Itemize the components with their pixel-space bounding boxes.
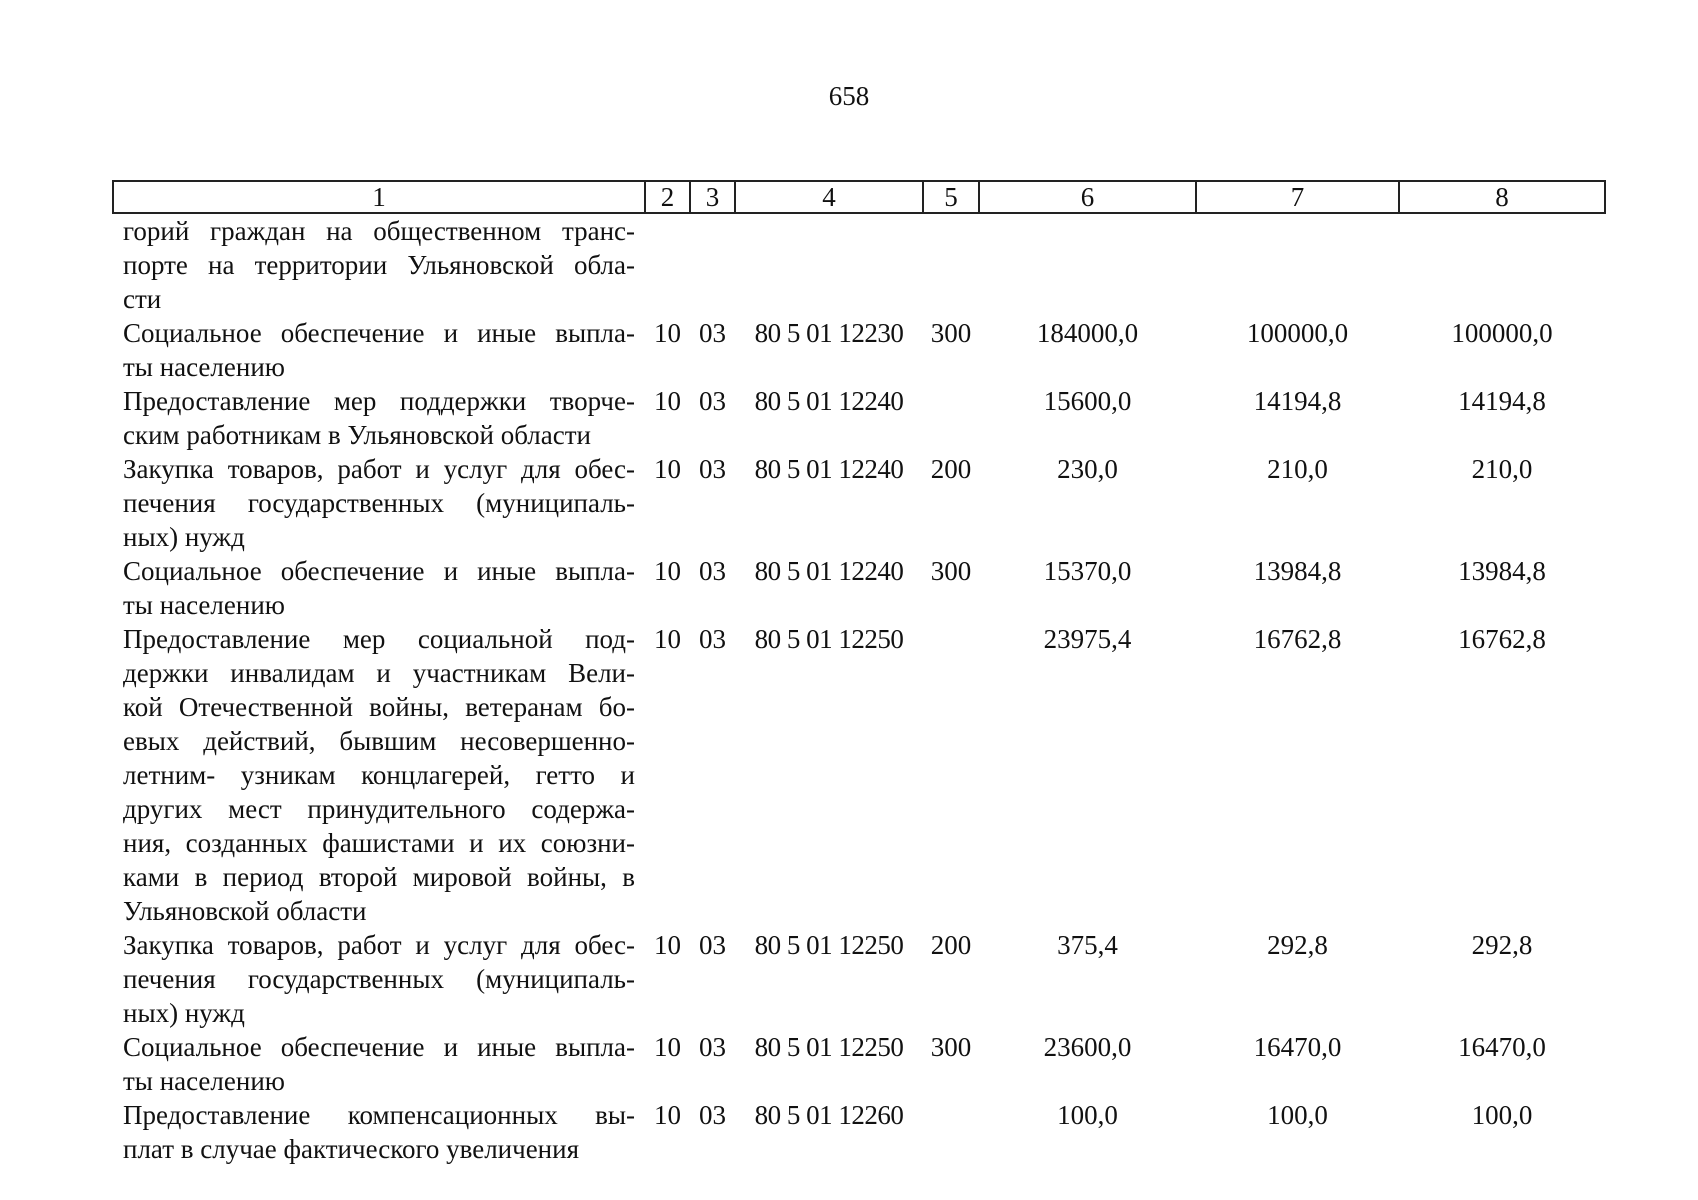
section-code: 10 bbox=[654, 454, 681, 484]
row-description bbox=[113, 554, 645, 622]
table-row bbox=[113, 213, 1605, 316]
amount-col-7: 16762,8 bbox=[1253, 624, 1342, 654]
row-description bbox=[113, 928, 645, 1030]
column-header: 4 bbox=[735, 181, 923, 213]
target-article-code: 80 5 01 12240 bbox=[754, 386, 904, 416]
amount-col-8: 100,0 bbox=[1471, 1100, 1533, 1130]
expense-type-code bbox=[923, 622, 979, 928]
table-body bbox=[113, 213, 1605, 1166]
target-article-code: 80 5 01 12230 bbox=[754, 318, 904, 348]
amount-col-8: 16762,8 bbox=[1458, 624, 1546, 654]
header-row bbox=[113, 181, 1605, 213]
amount-col-8: 292,8 bbox=[1471, 930, 1533, 960]
description-line: плат в случае фактического увеличения bbox=[123, 1134, 579, 1164]
target-article-code bbox=[735, 213, 923, 316]
expense-type-code: 200 bbox=[930, 454, 972, 484]
section-code: 10 bbox=[654, 318, 681, 348]
amount-col-8: 14194,8 bbox=[1458, 386, 1546, 416]
amount-col-8 bbox=[1399, 213, 1605, 316]
table-row bbox=[113, 928, 1605, 1030]
description-line: горий граждан на общественном транс- bbox=[123, 216, 635, 246]
amount-col-8: 13984,8 bbox=[1458, 556, 1546, 586]
description-line: Ульяновской области bbox=[123, 896, 367, 926]
target-article-code: 80 5 01 12250 bbox=[754, 1032, 904, 1062]
description-line: печения государственных (муниципаль- bbox=[123, 488, 635, 518]
section-code: 10 bbox=[654, 1032, 681, 1062]
subsection-code: 03 bbox=[699, 386, 726, 416]
amount-col-7: 16470,0 bbox=[1253, 1032, 1342, 1062]
section-code: 10 bbox=[654, 386, 681, 416]
amount-col-7: 13984,8 bbox=[1253, 556, 1342, 586]
description-line: ками в период второй мировой войны, в bbox=[123, 862, 635, 892]
amount-col-7: 210,0 bbox=[1267, 454, 1328, 484]
amount-col-8: 210,0 bbox=[1471, 454, 1533, 484]
section-code: 10 bbox=[654, 556, 681, 586]
amount-col-7: 292,8 bbox=[1267, 930, 1328, 960]
section-code: 10 bbox=[654, 624, 681, 654]
budget-table bbox=[112, 180, 1606, 1166]
target-article-code: 80 5 01 12260 bbox=[754, 1100, 904, 1130]
description-line: Закупка товаров, работ и услуг для обес- bbox=[123, 930, 635, 960]
description-line: кой Отечественной войны, ветеранам бо- bbox=[123, 692, 635, 722]
description-line: ты населению bbox=[123, 590, 285, 620]
description-line: Социальное обеспечение и иные выпла- bbox=[123, 1032, 635, 1062]
expense-type-code bbox=[923, 1098, 979, 1166]
amount-col-6: 23600,0 bbox=[1043, 1032, 1132, 1062]
subsection-code: 03 bbox=[699, 454, 726, 484]
expense-type-code: 300 bbox=[930, 1032, 972, 1062]
amount-col-6: 100,0 bbox=[1057, 1100, 1118, 1130]
description-line: ским работникам в Ульяновской области bbox=[123, 420, 591, 450]
description-line: Предоставление мер социальной под- bbox=[123, 624, 635, 654]
expense-type-code: 300 bbox=[930, 318, 972, 348]
row-description bbox=[113, 316, 645, 384]
description-line: ных) нужд bbox=[123, 998, 245, 1028]
target-article-code: 80 5 01 12250 bbox=[754, 624, 904, 654]
expense-type-code bbox=[923, 384, 979, 452]
description-line: Предоставление мер поддержки творче- bbox=[123, 386, 635, 416]
amount-col-6: 15370,0 bbox=[1043, 556, 1132, 586]
column-header: 3 bbox=[690, 181, 735, 213]
column-header: 6 bbox=[979, 181, 1196, 213]
column-header: 2 bbox=[645, 181, 690, 213]
description-line: печения государственных (муниципаль- bbox=[123, 964, 635, 994]
subsection-code: 03 bbox=[699, 318, 726, 348]
expense-type-code: 300 bbox=[930, 556, 972, 586]
description-line: порте на территории Ульяновской обла- bbox=[123, 250, 635, 280]
description-line: Предоставление компенсационных вы- bbox=[123, 1100, 635, 1130]
row-description bbox=[113, 1098, 645, 1166]
expense-type-code bbox=[923, 213, 979, 316]
description-line: ты населению bbox=[123, 1066, 285, 1096]
subsection-code: 03 bbox=[699, 556, 726, 586]
column-header: 1 bbox=[113, 181, 645, 213]
page-number: 658 bbox=[828, 81, 870, 111]
description-line: евых действий, бывшим несовершенно- bbox=[123, 726, 635, 756]
table-row bbox=[113, 452, 1605, 554]
amount-col-7: 100,0 bbox=[1267, 1100, 1328, 1130]
table-row bbox=[113, 622, 1605, 928]
section-code: 10 bbox=[654, 930, 681, 960]
subsection-code: 03 bbox=[699, 1032, 726, 1062]
subsection-code: 03 bbox=[699, 930, 726, 960]
description-line: ния, созданных фашистами и их союзни- bbox=[123, 828, 635, 858]
target-article-code: 80 5 01 12250 bbox=[754, 930, 904, 960]
description-line: Социальное обеспечение и иные выпла- bbox=[123, 556, 635, 586]
description-line: летним- узникам концлагерей, гетто и bbox=[123, 760, 635, 790]
row-description bbox=[113, 452, 645, 554]
section-code: 10 bbox=[654, 1100, 681, 1130]
amount-col-6: 230,0 bbox=[1057, 454, 1118, 484]
table-row bbox=[113, 1098, 1605, 1166]
table-row bbox=[113, 554, 1605, 622]
amount-col-7 bbox=[1196, 213, 1399, 316]
row-description bbox=[113, 1030, 645, 1098]
subsection-code bbox=[690, 213, 735, 316]
row-description bbox=[113, 384, 645, 452]
target-article-code: 80 5 01 12240 bbox=[754, 454, 904, 484]
amount-col-8: 100000,0 bbox=[1451, 318, 1553, 348]
amount-col-7: 100000,0 bbox=[1246, 318, 1349, 348]
column-header: 7 bbox=[1196, 181, 1399, 213]
amount-col-8: 16470,0 bbox=[1458, 1032, 1546, 1062]
description-line: ты населению bbox=[123, 352, 285, 382]
description-line: ных) нужд bbox=[123, 522, 245, 552]
description-line: Социальное обеспечение и иные выпла- bbox=[123, 318, 635, 348]
subsection-code: 03 bbox=[699, 624, 726, 654]
description-line: держки инвалидам и участникам Вели- bbox=[123, 658, 635, 688]
subsection-code: 03 bbox=[699, 1100, 726, 1130]
amount-col-6: 184000,0 bbox=[1036, 318, 1139, 348]
row-description bbox=[113, 213, 645, 316]
expense-type-code: 200 bbox=[930, 930, 972, 960]
amount-col-6 bbox=[979, 213, 1196, 316]
section-code bbox=[645, 213, 690, 316]
column-header: 8 bbox=[1399, 181, 1605, 213]
table-row bbox=[113, 384, 1605, 452]
amount-col-7: 14194,8 bbox=[1253, 386, 1342, 416]
amount-col-6: 23975,4 bbox=[1043, 624, 1132, 654]
table-row bbox=[113, 316, 1605, 384]
description-line: других мест принудительного содержа- bbox=[123, 794, 635, 824]
description-line: сти bbox=[123, 284, 162, 314]
target-article-code: 80 5 01 12240 bbox=[754, 556, 904, 586]
table-row bbox=[113, 1030, 1605, 1098]
amount-col-6: 375,4 bbox=[1057, 930, 1118, 960]
description-line: Закупка товаров, работ и услуг для обес- bbox=[123, 454, 635, 484]
row-description bbox=[113, 622, 645, 928]
column-header: 5 bbox=[923, 181, 979, 213]
amount-col-6: 15600,0 bbox=[1043, 386, 1132, 416]
